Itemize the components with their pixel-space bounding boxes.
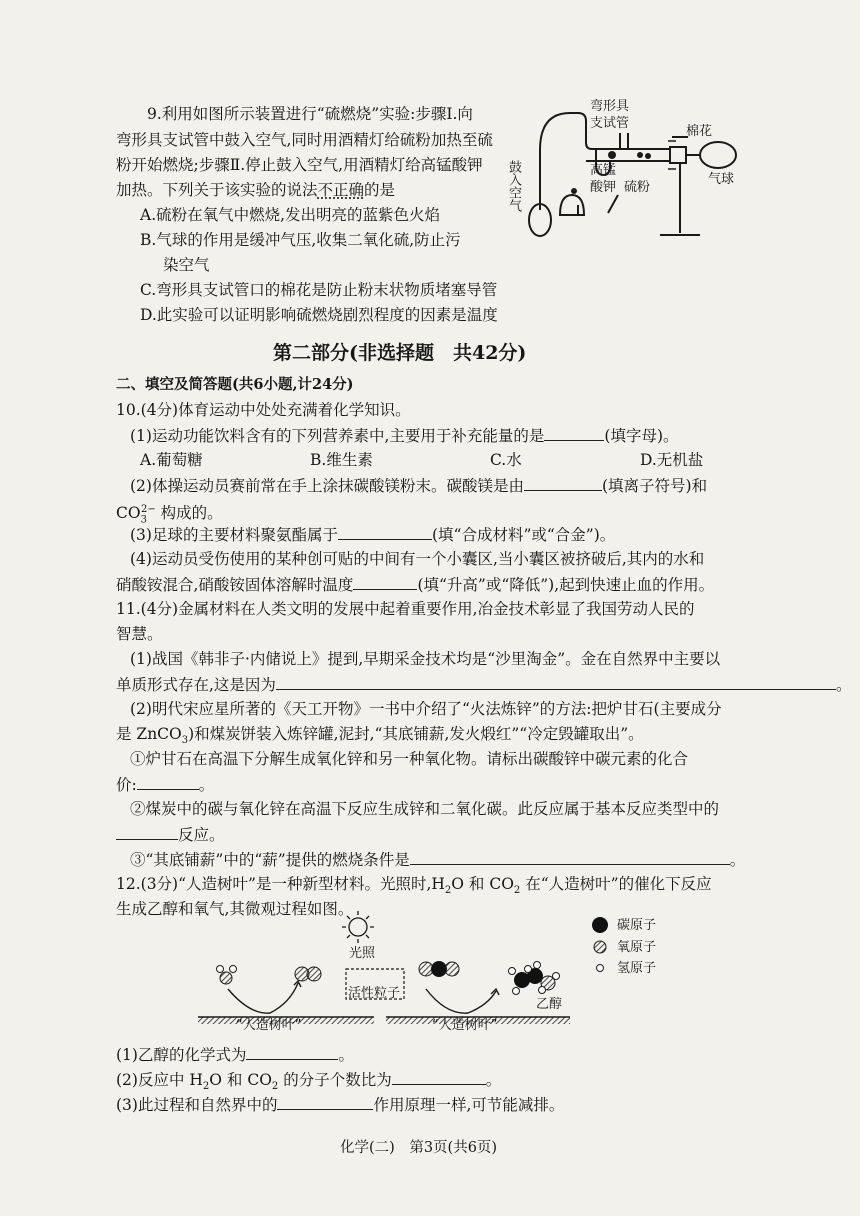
q9-line-4c: 的是: [364, 181, 396, 199]
q12-fig-active-label: 活性粒子: [348, 986, 401, 1001]
q9-fig-label-kmno4: [590, 162, 616, 196]
q10-part4-blank[interactable]: [353, 574, 417, 590]
q11-part1: (1)战国《韩非子·内储说上》提到,早期采金技术均是“沙里淘金”。金在自然界中主要以: [130, 650, 721, 668]
q11-part2: (2)明代宋应星所著的《天工开物》一书中介绍了“火法炼锌”的方法:把炉甘石(主要成分: [130, 700, 722, 718]
q10-option-c: C.水: [490, 451, 522, 469]
q12-part2-mid: O 和 CO: [209, 1071, 272, 1089]
q11-part2-text-b: )和煤炭饼装入炼锌罐,泥封,“其底铺薪,发火煅红”“冷定毁罐取出”。: [188, 725, 644, 743]
q12-stem: [116, 874, 712, 901]
q9-option-a: A.硫粉在氧气中燃烧,发出明亮的蓝紫色火焰: [140, 206, 441, 224]
q10-part2-text: (2)体操运动员赛前常在手上涂抹碳酸镁粉末。碳酸镁是由: [130, 477, 524, 495]
q10-part4-cont: [116, 574, 714, 595]
q12-fig-ethanol-label: 乙醇: [536, 997, 563, 1012]
q11-sub2-cont: [116, 824, 225, 845]
q12-part3-end: 作用原理一样,可节能减排。: [373, 1096, 565, 1114]
q10-part3-end: (填“合成材料”或“合金”)。: [431, 526, 616, 544]
part2-title: 第二部分(非选择题 共42分): [273, 342, 527, 364]
q12-legend-oxygen: 氧原子: [617, 940, 657, 955]
q10-part3-text: (3)足球的主要材料聚氨酯属于: [130, 526, 338, 544]
q11-sub2-blank[interactable]: [116, 824, 178, 840]
q12-part2-blank[interactable]: [392, 1069, 486, 1085]
q12-part2: [116, 1069, 501, 1097]
q10-part3-blank[interactable]: [338, 524, 432, 540]
q10-part4-end: (填“升高”或“降低”),起到快速止血的作用。: [417, 576, 715, 594]
q10-part1-end: (填字母)。: [604, 427, 679, 445]
q12-part3-blank[interactable]: [277, 1094, 373, 1110]
q10-part2: [130, 475, 707, 496]
q10-part2-end: 构成的。: [155, 504, 223, 523]
q9-line-2: 弯形具支试管中鼓入空气,同时用酒精灯给硫粉加热至硫: [116, 131, 493, 149]
q10-option-a: A.葡萄糖: [140, 451, 203, 469]
q9-fig-label-tube: [590, 98, 629, 132]
q11-part2-text: 是 ZnCO: [116, 725, 182, 743]
q11-sub2: ②煤炭中的碳与氧化锌在高温下反应生成锌和二氧化碳。此反应属于基本反应类型中的: [130, 800, 720, 818]
q11-sub1-cont: [116, 774, 214, 795]
q11-part1-end: 。: [835, 676, 852, 694]
q12-part1-text: (1)乙醇的化学式为: [116, 1046, 247, 1064]
q10-option-b: B.维生素: [310, 451, 373, 469]
q11-sub1-end: 。: [198, 776, 215, 794]
q9-fig-kmno4-2: 酸钾: [590, 180, 617, 195]
q12-part3: [116, 1094, 564, 1115]
q9-line-4: [116, 180, 395, 200]
carbonate-formula: CO: [116, 504, 141, 523]
q10-part3: [130, 524, 615, 545]
q12-part2-text-b: 的分子个数比为: [278, 1071, 392, 1089]
q11-stem-cont: 智慧。: [116, 625, 163, 643]
q10-part1: [130, 425, 679, 446]
q10-part4: (4)运动员受伤使用的某种创可贴的中间有一个小囊区,当小囊区被挤破后,其内的水和: [130, 550, 705, 568]
q12-part1-end: 。: [338, 1046, 354, 1064]
q10-part2-blank[interactable]: [524, 475, 602, 491]
q12-part3-text: (3)此过程和自然界中的: [116, 1096, 278, 1114]
q9-emphasis: 不正确: [317, 181, 365, 199]
q11-sub1: ①炉甘石在高温下分解生成氧化锌和另一种氧化物。请标出碳酸锌中碳元素的化合: [130, 750, 689, 768]
q12-part1-blank[interactable]: [246, 1044, 338, 1060]
q12-stem-cont: 生成乙醇和氧气,其微观过程如图。: [116, 900, 354, 918]
h2o-subscript: 2: [444, 885, 452, 897]
q11-stem: 11.(4分)金属材料在人类文明的发展中起着重要作用,冶金技术彰显了我国劳动人民的: [116, 600, 695, 618]
q12-fig-leaf-label-2: “人造树叶”: [432, 1018, 498, 1033]
q11-sub1-blank[interactable]: [137, 774, 199, 790]
q9-fig-kmno4-1: 高锰: [590, 163, 617, 178]
q12-legend-hydrogen: 氢原子: [617, 961, 657, 976]
q12-stem-mid: O 和 CO: [451, 875, 514, 893]
q9-line-1: 9.利用如图所示装置进行“硫燃烧”实验:步骤Ⅰ.向: [147, 105, 473, 123]
q10-part4-text: 硝酸铵混合,硝酸铵固体溶解时温度: [116, 576, 354, 594]
q12-part2-text: (2)反应中 H: [116, 1071, 203, 1089]
q9-fig-label-air: 鼓入空气: [506, 160, 521, 212]
q10-part1-text: (1)运动功能饮料含有的下列营养素中,主要用于补充能量的是: [130, 427, 545, 445]
q10-part2-text-b: (填离子符号)和: [601, 477, 708, 495]
q11-part1-text: 单质形式存在,这是因为: [116, 676, 276, 694]
q12-fig-light-label: 光照: [349, 946, 376, 961]
q11-sub3-end: 。: [729, 851, 746, 869]
q10-part1-blank[interactable]: [544, 425, 604, 441]
q12-legend-carbon: 碳原子: [617, 918, 657, 933]
q12-co2-subscript: 2: [271, 1081, 279, 1093]
carbonate-subscript: 3: [140, 514, 147, 526]
co2-subscript: 2: [513, 885, 521, 897]
q12-stem-end: 在“人造树叶”的催化下反应: [520, 875, 712, 893]
q12-fig-leaf-label-1: “人造树叶”: [236, 1018, 302, 1033]
q9-option-b-cont: 染空气: [163, 256, 210, 274]
q11-part1-blank[interactable]: [276, 674, 836, 690]
q9-option-b: B.气球的作用是缓冲气压,收集二氧化硫,防止污: [140, 231, 461, 249]
q11-sub3: [130, 849, 745, 870]
page-footer: 化学(二) 第3页(共6页): [340, 1140, 498, 1156]
q11-part2-cont: [116, 724, 644, 751]
q11-part1-cont: [116, 674, 851, 695]
q11-sub3-blank[interactable]: [410, 849, 730, 865]
q11-sub3-text: ③“其底铺薪”中的“薪”提供的燃烧条件是: [130, 851, 410, 869]
q9-fig-label-balloon: 气球: [708, 172, 735, 187]
section2-title: 二、填空及简答题(共6小题,计24分): [116, 376, 354, 393]
q9-option-d: D.此实验可以证明影响硫燃烧剧烈程度的因素是温度: [140, 306, 498, 324]
carbonate-charge: 2−: [140, 504, 156, 515]
q9-fig-label-cotton: 棉花: [686, 124, 713, 139]
q12-part2-end: 。: [485, 1071, 502, 1089]
q12-h2o-subscript: 2: [202, 1081, 210, 1093]
q10-option-d: D.无机盐: [640, 451, 704, 469]
q9-fig-label-sulfur: 硫粉: [624, 180, 651, 195]
q12-part1: [116, 1044, 354, 1065]
znco3-subscript: 3: [181, 735, 189, 747]
q9-option-c: C.弯形具支试管口的棉花是防止粉末状物质堵塞导管: [140, 281, 498, 299]
q9-line-3: 粉开始燃烧;步骤Ⅱ.停止鼓入空气,用酒精灯给高锰酸钾: [116, 156, 483, 174]
q9-fig-tube-1: 弯形具: [590, 99, 630, 114]
q9-line-4a: 加热。下列关于该实验的说法: [116, 181, 318, 199]
q10-stem: 10.(4分)体育运动中处处充满着化学知识。: [116, 401, 411, 419]
q12-stem-text: 12.(3分)“人造树叶”是一种新型材料。光照时,H: [116, 875, 445, 893]
q9-fig-tube-2: 支试管: [590, 116, 630, 131]
q11-sub2-end: 反应。: [178, 826, 225, 844]
q11-sub1-text: 价:: [116, 776, 137, 794]
